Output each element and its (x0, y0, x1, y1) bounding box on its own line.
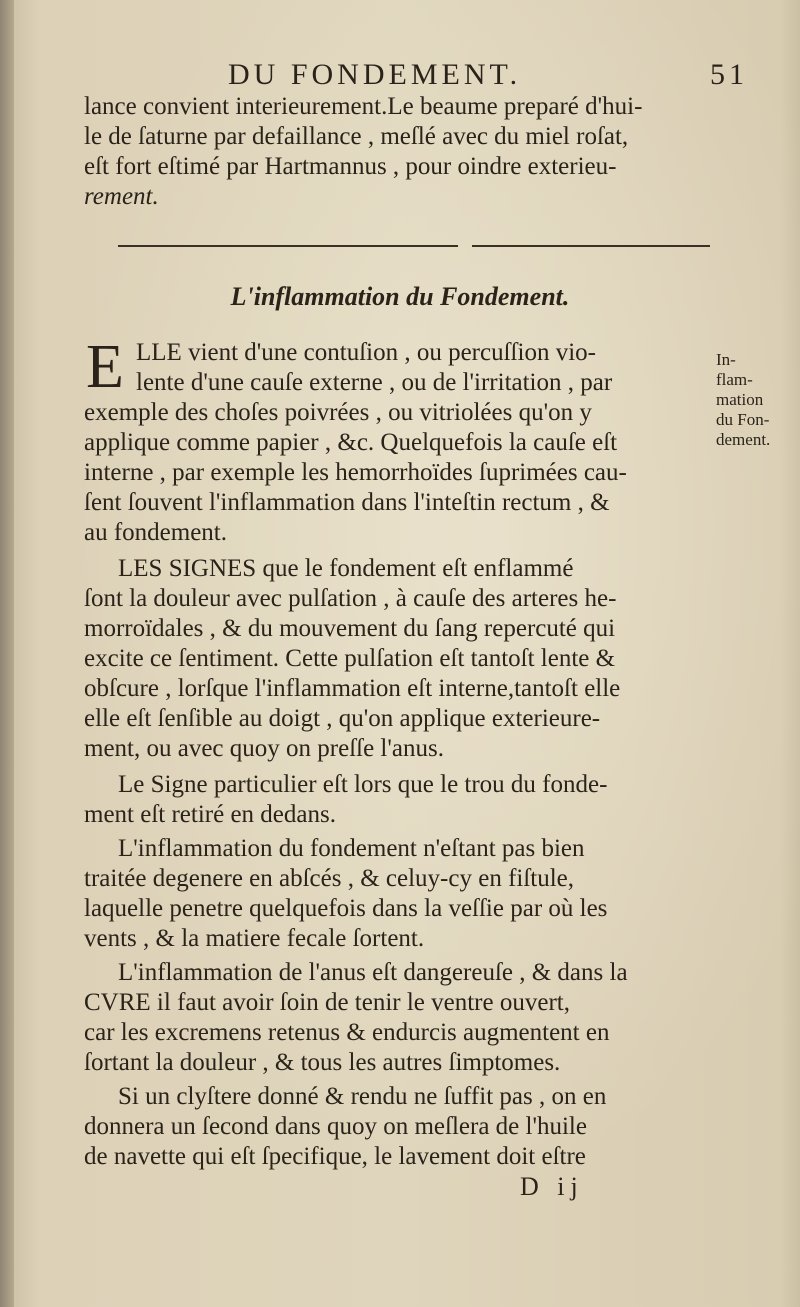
text-line: morroïdales , & du mouvement du ſang repercuté qui (84, 615, 616, 642)
text-line: vents , & la matiere fecale ſortent. (84, 925, 425, 952)
text-line: Le Signe particulier eſt lors que le trou du fonde- (118, 771, 608, 798)
section-rule-right (472, 245, 710, 247)
text-line: traitée degenere en abſcés , & celuy-cy en fiſtule, (84, 865, 575, 892)
margin-note-line: du Fon- (716, 410, 770, 429)
text-line: excite ce ſentiment. Cette pulſation eſt tantoſt lente & (84, 645, 616, 672)
text-line: ſont la douleur avec pulſation , à cauſe des arteres he- (84, 585, 617, 612)
text-line: LES SIGNES que le fondement eſt enflammé (118, 555, 574, 582)
page-number: 51 (710, 58, 748, 91)
text-line: rement. (84, 183, 159, 210)
book-spine-shadow (0, 0, 14, 1307)
section-title: L'inflammation du Fondement. (230, 282, 570, 311)
text-line: L'inflammation de l'anus eſt dangereuſe , & dans la (118, 959, 628, 986)
text-line: laquelle penetre quelquefois dans la veſſie par où les (84, 895, 608, 922)
text-line: L'inflammation du fondement n'eſtant pas bien (118, 835, 585, 862)
margin-note-line: mation (716, 390, 764, 409)
margin-note-line: flam- (716, 370, 753, 389)
text-line: lance convient interieurement.Le beaume preparé d'hui- (84, 93, 643, 120)
margin-note (716, 350, 796, 450)
text-line: CVRE il faut avoir ſoin de tenir le ventre ouvert, (84, 989, 570, 1016)
section-rule-left (118, 245, 458, 247)
text-line: au fondement. (84, 519, 228, 546)
drop-cap: E (86, 333, 124, 401)
text-line: ment eſt retiré en dedans. (84, 801, 336, 828)
text-line: ſent ſouvent l'inflammation dans l'inteſtin rectum , & (84, 489, 610, 516)
text-line: lente d'une cauſe externe , ou de l'irritation , par (136, 369, 613, 396)
text-line: LLE vient d'une contuſion , ou percuſſion vio- (136, 339, 596, 366)
margin-note-line: dement. (716, 430, 771, 449)
text-line: Si un clyſtere donné & rendu ne ſuffit pas , on en (118, 1083, 607, 1110)
text-line: ment, ou avec quoy on preſſe l'anus. (84, 735, 444, 762)
catchword: D ij (520, 1172, 584, 1201)
text-line: interne , par exemple les hemorrhoïdes ſuprimées cau- (84, 459, 627, 486)
text-line: donnera un ſecond dans quoy on meſlera de l'huile (84, 1113, 587, 1140)
text-line: le de ſaturne par defaillance , meſlé avec du miel roſat, (84, 123, 629, 150)
text-line: de navette qui eſt ſpecifique, le lavement doit eſtre (84, 1143, 586, 1170)
text-line: car les excremens retenus & endurcis augmentent en (84, 1019, 610, 1046)
text-line: elle eſt ſenſible au doigt , qu'on applique exterieure- (84, 705, 601, 732)
text-line: ſortant la douleur , & tous les autres ſimptomes. (84, 1049, 561, 1076)
margin-note-line: In- (716, 350, 736, 369)
text-line: obſcure , lorſque l'inflammation eſt interne,tantoſt elle (84, 675, 621, 702)
text-line: applique comme papier , &c. Quelquefois la cauſe eſt (84, 429, 618, 456)
text-line: eſt fort eſtimé par Hartmannus , pour oindre exterieu- (84, 153, 617, 180)
running-head-title: DU FONDEMENT. (228, 58, 522, 91)
text-line: exemple des choſes poivrées , ou vitriolées qu'on y (84, 399, 592, 426)
